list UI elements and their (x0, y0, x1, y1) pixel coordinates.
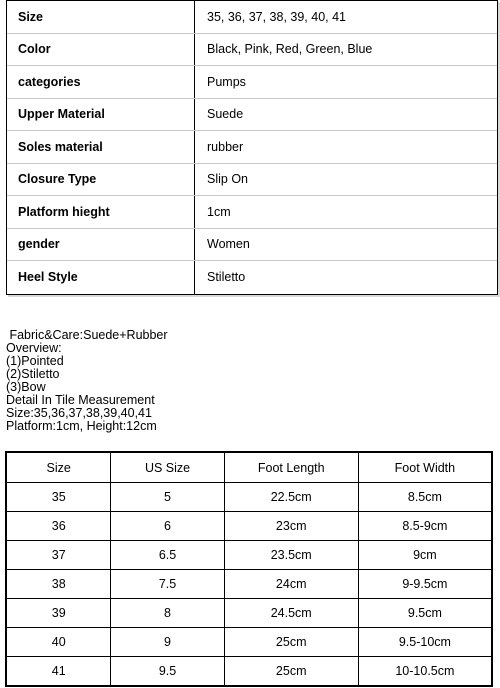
size-chart-header-row (6, 452, 492, 483)
spec-value: Slip On (207, 172, 248, 187)
cell-foot-width: 9.5cm (358, 599, 492, 628)
product-notes (6, 329, 168, 433)
spec-row-heel-style (7, 261, 497, 294)
product-specs-table (6, 0, 498, 295)
cell-us-size: 6.5 (111, 541, 224, 570)
cell-foot-width: 8.5-9cm (358, 512, 492, 541)
cell-us-size: 5 (111, 483, 224, 512)
cell-foot-length: 25cm (224, 628, 358, 657)
spec-label: Heel Style (7, 261, 195, 294)
cell-us-size: 8 (111, 599, 224, 628)
spec-row-upper-material (7, 99, 497, 132)
spec-value: 35, 36, 37, 38, 39, 40, 41 (207, 9, 347, 24)
overview-heading: Overview: (6, 341, 62, 355)
spec-value: Suede (207, 107, 244, 122)
spec-label: Upper Material (7, 99, 195, 131)
cell-size: 39 (6, 599, 111, 628)
spec-label: Platform hieght (7, 196, 195, 228)
measurement-heading: Detail In Tile Measurement (6, 393, 155, 407)
cell-foot-width: 8.5cm (358, 483, 492, 512)
cell-foot-length: 23cm (224, 512, 358, 541)
cell-foot-width: 9cm (358, 541, 492, 570)
cell-foot-width: 9-9.5cm (358, 570, 492, 599)
spec-label: gender (7, 229, 195, 261)
table-row (6, 541, 492, 570)
cell-us-size: 9 (111, 628, 224, 657)
spec-row-soles-material (7, 131, 497, 164)
overview-item: (3)Bow (6, 380, 46, 394)
spec-row-color (7, 34, 497, 67)
spec-label: Soles material (7, 131, 195, 163)
table-row (6, 628, 492, 657)
column-header-us-size: US Size (111, 452, 224, 483)
table-row (6, 483, 492, 512)
spec-row-size (7, 1, 497, 34)
spec-value: Pumps (207, 74, 246, 89)
cell-size: 41 (6, 657, 111, 687)
cell-foot-length: 23.5cm (224, 541, 358, 570)
cell-foot-length: 24cm (224, 570, 358, 599)
spec-row-platform-height (7, 196, 497, 229)
cell-foot-length: 24.5cm (224, 599, 358, 628)
overview-item: (2)Stiletto (6, 367, 60, 381)
spec-label: Closure Type (7, 164, 195, 196)
cell-foot-length: 25cm (224, 657, 358, 687)
table-row (6, 599, 492, 628)
cell-us-size: 6 (111, 512, 224, 541)
cell-us-size: 9.5 (111, 657, 224, 687)
spec-value: Black, Pink, Red, Green, Blue (207, 42, 373, 57)
spec-row-closure-type (7, 164, 497, 197)
table-row (6, 512, 492, 541)
size-chart-table (5, 451, 493, 687)
cell-us-size: 7.5 (111, 570, 224, 599)
spec-label: Color (7, 34, 195, 66)
cell-size: 38 (6, 570, 111, 599)
cell-size: 36 (6, 512, 111, 541)
spec-row-categories (7, 66, 497, 99)
fabric-care-text: Fabric&Care:Suede+Rubber (6, 328, 168, 342)
cell-foot-width: 10-10.5cm (358, 657, 492, 687)
spec-value: Stiletto (207, 270, 246, 285)
cell-foot-length: 22.5cm (224, 483, 358, 512)
size-list-text: Size:35,36,37,38,39,40,41 (6, 406, 152, 420)
table-row (6, 657, 492, 687)
platform-height-text: Platform:1cm, Height:12cm (6, 419, 157, 433)
spec-row-gender (7, 229, 497, 262)
column-header-foot-length: Foot Length (224, 452, 358, 483)
column-header-foot-width: Foot Width (358, 452, 492, 483)
spec-value: 1cm (207, 204, 231, 219)
spec-label: categories (7, 66, 195, 98)
spec-value: Women (207, 237, 250, 252)
cell-size: 35 (6, 483, 111, 512)
column-header-size: Size (6, 452, 111, 483)
spec-value: rubber (207, 139, 244, 154)
cell-size: 37 (6, 541, 111, 570)
overview-item: (1)Pointed (6, 354, 64, 368)
spec-label: Size (7, 1, 195, 33)
cell-size: 40 (6, 628, 111, 657)
table-row (6, 570, 492, 599)
cell-foot-width: 9.5-10cm (358, 628, 492, 657)
